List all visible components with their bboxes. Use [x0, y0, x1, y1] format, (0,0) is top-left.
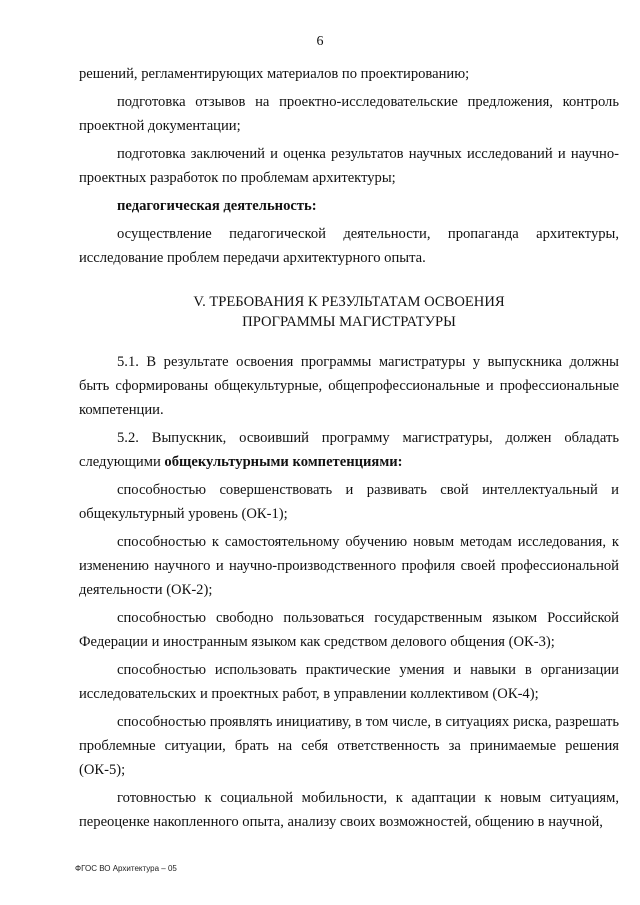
competency-ok6: готовностью к социальной мобильности, к адаптации к новым ситуациям, переоценке накопленного опыта, анализу своих возможностей, общению в научной,: [79, 790, 619, 830]
paragraph: [79, 450, 619, 474]
competency-ok1: способностью совершенствовать и развивать свой интеллектуальный и общекультурный уровень (ОК-1);: [79, 482, 619, 522]
paragraph: 5.2. Выпускник, освоивший программу магистратуры, должен обладать: [117, 430, 619, 446]
paragraph: решений, регламентирующих материалов по проектированию;: [79, 66, 470, 82]
paragraph: 5.1. В результате освоения программы магистратуры у выпускника должны быть сформированы общекультурные, общепрофессиональные и профессиональные компетенции.: [79, 354, 619, 418]
paragraph-text: следующими: [79, 454, 161, 470]
competency-ok4: способностью использовать практические умения и навыки в организации исследовательских и проектных работ, в управлении коллективом (ОК-4);: [79, 662, 619, 702]
bold-term: общекультурными компетенциями:: [164, 454, 403, 470]
competency-ok3: способностью свободно пользоваться государственным языком Российской Федерации и иностранным языком как средством делового общения (ОК-3);: [79, 610, 619, 650]
paragraph-bold-heading: педагогическая деятельность:: [117, 198, 317, 214]
page-number: 6: [316, 34, 324, 49]
paragraph: осуществление педагогической деятельности, пропаганда архитектуры, исследование проблем передачи архитектурного опыта.: [79, 226, 619, 266]
section-heading: [79, 292, 619, 332]
competency-ok5: способностью проявлять инициативу, в том числе, в ситуациях риска, разрешать проблемные ситуации, брать на себя ответственность за принимаемые решения (ОК-5);: [79, 714, 619, 778]
competency-ok2: способностью к самостоятельному обучению новым методам исследования, к изменению научного и научно-производственного профиля своей профессиональной деятельности (ОК-2);: [79, 534, 619, 598]
section-heading-line1: V. ТРЕБОВАНИЯ К РЕЗУЛЬТАТАМ ОСВОЕНИЯ: [193, 294, 505, 310]
page-body: [79, 62, 619, 838]
paragraph: подготовка заключений и оценка результатов научных исследований и научно-проектных разработок по проблемам архитектуры;: [79, 146, 619, 186]
page-footer: ФГОС ВО Архитектура – 05: [75, 864, 177, 873]
section-heading-line2: ПРОГРАММЫ МАГИСТРАТУРЫ: [242, 314, 456, 330]
paragraph: подготовка отзывов на проектно-исследовательские предложения, контроль проектной документации;: [79, 94, 619, 134]
